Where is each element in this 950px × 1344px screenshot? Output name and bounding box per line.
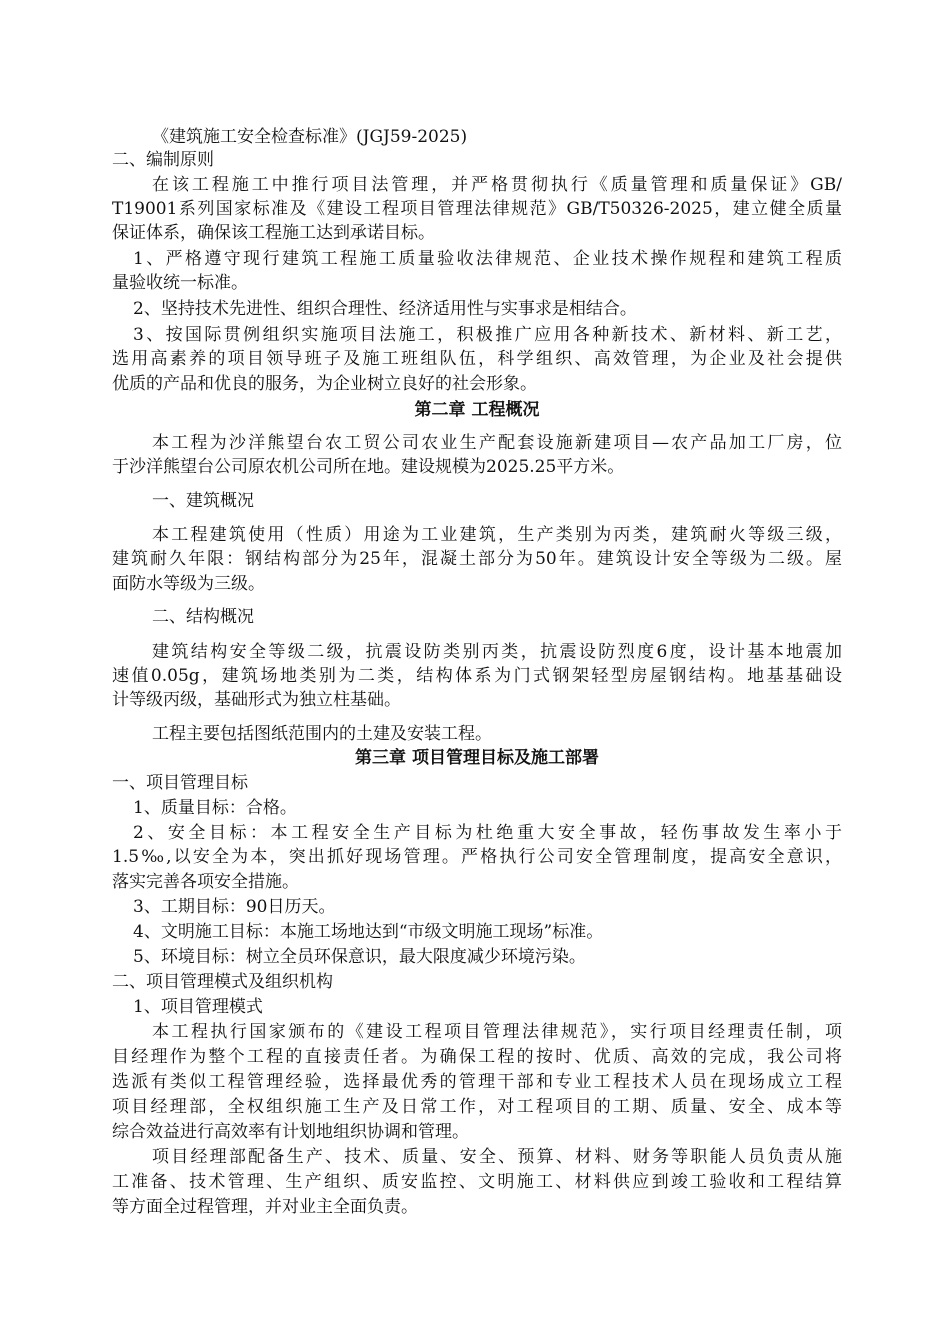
text-line: 项目经理部配备生产、技术、质量、安全、预算、材料、财务等职能人员负责从施 <box>152 1147 842 1167</box>
text-line: 量验收统一标准。 <box>112 273 248 293</box>
section-heading: 二、结构概况 <box>152 607 254 627</box>
text-line: 《建筑施工安全检查标准》(JGJ59-2025) <box>152 127 468 147</box>
section-heading: 二、项目管理模式及组织机构 <box>112 972 333 992</box>
text-line: 综合效益进行高效率有计划地组织协调和管理。 <box>112 1122 469 1142</box>
text-line: 选派有类似工程管理经验，选择最优秀的管理干部和专业工程技术人员在现场成立工程 <box>112 1072 842 1092</box>
text-line: 3、工期目标：90日历天。 <box>133 897 336 917</box>
text-line: 本工程执行国家颁布的《建设工程项目管理法律规范》，实行项目经理责任制，项 <box>152 1022 842 1042</box>
text-line: 目经理作为整个工程的直接责任者。为确保工程的按时、优质、高效的完成，我公司将 <box>112 1047 842 1067</box>
text-line: 建筑耐久年限：钢结构部分为25年，混凝土部分为50年。建筑设计安全等级为二级。屋 <box>112 549 842 569</box>
text-line: 项目经理部，全权组织施工生产及日常工作，对工程项目的工期、质量、安全、成本等 <box>112 1097 842 1117</box>
text-line: 在该工程施工中推行项目法管理，并严格贯彻执行《质量管理和质量保证》GB/ <box>152 175 842 195</box>
text-line: 落实完善各项安全措施。 <box>112 872 299 892</box>
text-line: 计等级丙级，基础形式为独立柱基础。 <box>112 690 401 710</box>
text-line: T19001系列国家标准及《建设工程项目管理法律规范》GB/T50326-2025，建立健全质量 <box>112 199 842 219</box>
chapter-title: 第二章 工程概况 <box>414 400 540 420</box>
text-line: 面防水等级为三级。 <box>112 574 265 594</box>
chapter-title: 第三章 项目管理目标及施工部署 <box>355 748 599 768</box>
text-line: 选用高素养的项目领导班子及施工班组队伍，科学组织、高效管理，为企业及社会提供 <box>112 349 842 369</box>
section-heading: 一、建筑概况 <box>152 491 254 511</box>
text-line: 1、严格遵守现行建筑工程施工质量验收法律规范、企业技术操作规程和建筑工程质 <box>133 249 842 269</box>
text-line: 于沙洋熊望台公司原农机公司所在地。建设规模为2025.25平方米。 <box>112 457 625 477</box>
text-line: 1、质量目标：合格。 <box>133 798 297 818</box>
section-heading: 二、编制原则 <box>112 150 214 170</box>
text-line: 5、环境目标：树立全员环保意识，最大限度减少环境污染。 <box>133 947 586 967</box>
text-line: 4、文明施工目标：本施工场地达到“市级文明施工现场”标准。 <box>133 922 604 942</box>
text-line: 本工程为沙洋熊望台农工贸公司农业生产配套设施新建项目—农产品加工厂房，位 <box>152 433 842 453</box>
text-line: 等方面全过程管理，并对业主全面负责。 <box>112 1197 418 1217</box>
text-line: 优质的产品和优良的服务，为企业树立良好的社会形象。 <box>112 374 537 394</box>
text-line: 本工程建筑使用（性质）用途为工业建筑，生产类别为丙类，建筑耐火等级三级， <box>152 525 842 545</box>
text-line: 建筑结构安全等级二级，抗震设防类别丙类，抗震设防烈度6度，设计基本地震加 <box>152 642 842 662</box>
text-line: 3、按国际贯例组织实施项目法施工，积极推广应用各种新技术、新材料、新工艺， <box>133 325 842 345</box>
text-line: 速值0.05g，建筑场地类别为二类，结构体系为门式钢架轻型房屋钢结构。地基基础设 <box>112 666 842 686</box>
text-line: 2、安全目标：本工程安全生产目标为杜绝重大安全事故，轻伤事故发生率小于 <box>133 823 842 843</box>
text-line: 工程主要包括图纸范围内的土建及安装工程。 <box>152 724 492 744</box>
text-line: 工准备、技术管理、生产组织、质安监控、文明施工、材料供应到竣工验收和工程结算 <box>112 1172 842 1192</box>
section-heading: 一、项目管理目标 <box>112 773 248 793</box>
text-line: 2、坚持技术先进性、组织合理性、经济适用性与实事求是相结合。 <box>133 299 637 319</box>
text-line: 保证体系，确保该工程施工达到承诺目标。 <box>112 223 435 243</box>
sub-heading: 1、项目管理模式 <box>133 997 263 1017</box>
text-line: 1.5‰,以安全为本，突出抓好现场管理。严格执行公司安全管理制度，提高安全意识， <box>112 847 842 867</box>
